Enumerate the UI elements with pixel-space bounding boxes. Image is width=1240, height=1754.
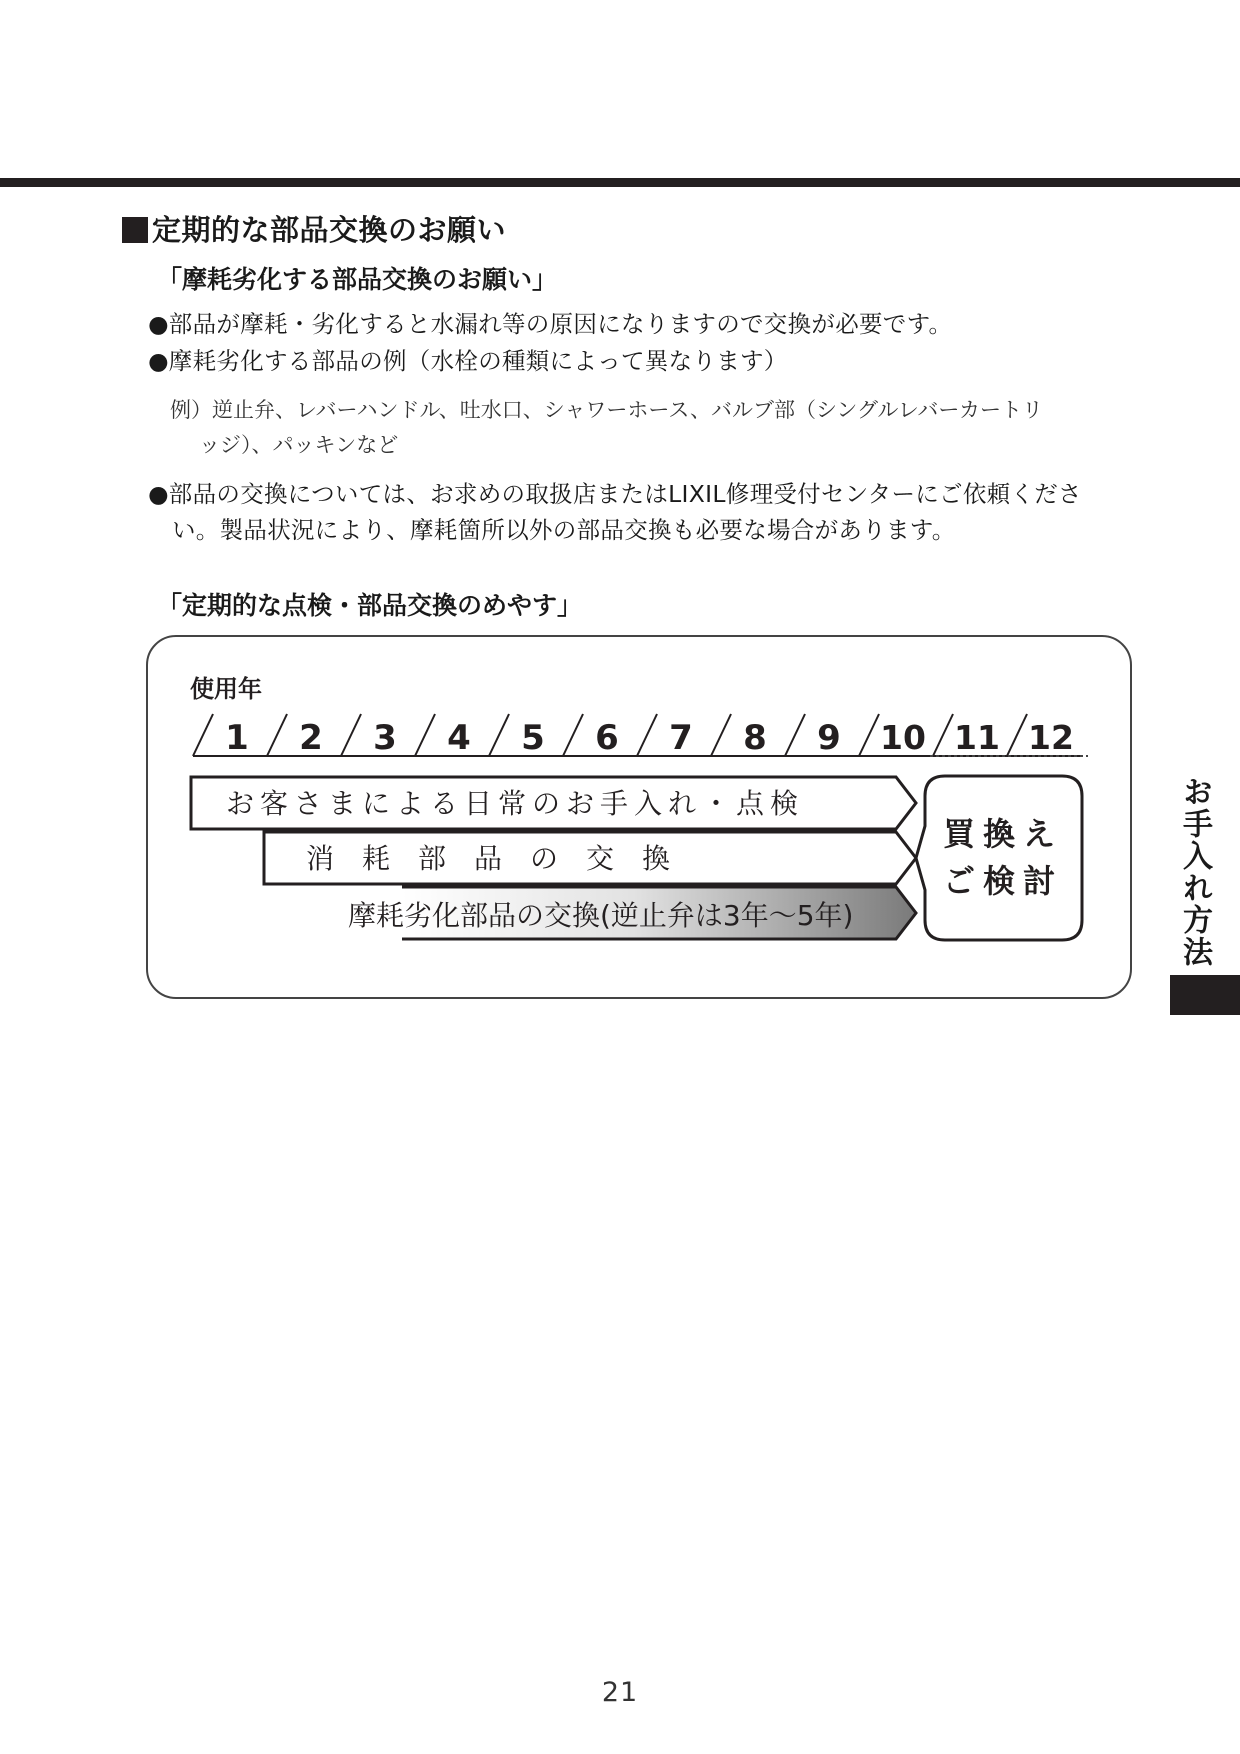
bullet-contact-line-1: ●部品の交換については、お求めの取扱店またはLIXIL修理受付センターにご依頼くださ (148, 480, 1082, 508)
year-separator (267, 714, 287, 756)
page-number: 21 (601, 1677, 639, 1708)
examples-line-1: 例）逆止弁、レバーハンドル、吐水口、シャワーホース、バルブ部（シングルレバーカートリ (170, 398, 1043, 422)
replace-consider-line-1: 買換え (942, 815, 1064, 853)
section-heading-text: 定期的な部品交換のお願い (152, 213, 507, 247)
year-separator (341, 714, 361, 756)
year-label: 10 (880, 718, 926, 757)
bar-consumables-label: 消 耗 部 品 の 交 換 (306, 842, 671, 875)
year-label: 11 (954, 718, 1000, 757)
side-tab-label: お手入れ方法 (1177, 776, 1212, 968)
year-label: 2 (299, 718, 323, 758)
bar-daily-care-label: お客さまによる日常のお手入れ・点検 (226, 787, 805, 820)
replace-consider-box (916, 776, 1082, 940)
side-tab-marker (1170, 975, 1240, 1015)
replace-consider-line-2: ご検討 (942, 862, 1064, 900)
years-label: 使用年 (190, 675, 262, 703)
subhead-wear-parts: 「摩耗劣化する部品交換のお願い」 (157, 265, 558, 294)
bar-wear-parts-label: 摩耗劣化部品の交換(逆止弁は3年〜5年) (348, 899, 854, 932)
examples-line-2: ッジ）、パッキンなど (199, 433, 399, 457)
year-label: 1 (225, 718, 249, 758)
year-separator (1007, 714, 1027, 756)
year-label: 6 (595, 718, 619, 758)
year-separator (489, 714, 509, 756)
year-separator (563, 714, 583, 756)
year-label: 12 (1028, 718, 1074, 757)
year-axis (193, 714, 1081, 758)
year-label: 3 (373, 718, 397, 758)
year-label: 9 (817, 718, 841, 758)
year-label: 5 (521, 718, 545, 758)
year-separator (637, 714, 657, 756)
year-label: 4 (447, 718, 471, 758)
year-separator (785, 714, 805, 756)
bullet-wear-replacement: ●部品が摩耗・劣化すると水漏れ等の原因になりますので交換が必要です。 (148, 310, 953, 338)
subhead-inspection-guide: 「定期的な点検・部品交換のめやす」 (157, 591, 583, 620)
year-separator (415, 714, 435, 756)
year-separator (933, 714, 953, 756)
bullet-contact-line-2: い。製品状況により、摩耗箇所以外の部品交換も必要な場合があります。 (172, 516, 956, 544)
bullet-parts-examples: ●摩耗劣化する部品の例（水栓の種類によって異なります） (148, 347, 788, 375)
year-separator (711, 714, 731, 756)
year-separator (193, 714, 213, 756)
year-label: 7 (669, 718, 693, 758)
year-label: 8 (743, 718, 767, 758)
year-separator (859, 714, 879, 756)
